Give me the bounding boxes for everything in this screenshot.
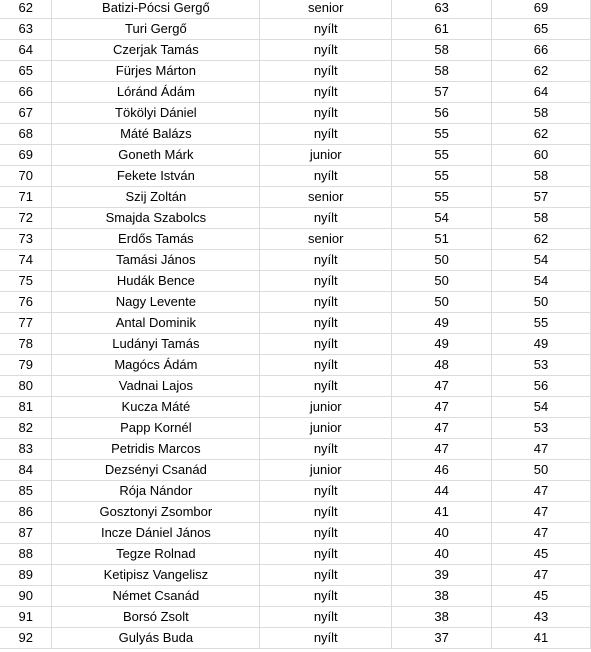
category-cell[interactable]: nyílt xyxy=(260,544,392,565)
name-cell[interactable]: Papp Kornél xyxy=(52,418,260,439)
score2-cell[interactable]: 43 xyxy=(492,607,591,628)
score1-cell[interactable]: 49 xyxy=(392,334,492,355)
name-cell[interactable]: Tegze Rolnad xyxy=(52,544,260,565)
score2-cell[interactable]: 58 xyxy=(492,208,591,229)
score1-cell[interactable]: 44 xyxy=(392,481,492,502)
rank-cell[interactable]: 65 xyxy=(0,61,52,82)
name-cell[interactable]: Smajda Szabolcs xyxy=(52,208,260,229)
table-row xyxy=(0,376,591,397)
rank-cell[interactable]: 87 xyxy=(0,523,52,544)
name-cell[interactable]: Petridis Marcos xyxy=(52,439,260,460)
score1-cell[interactable]: 51 xyxy=(392,229,492,250)
name-cell[interactable]: Batizi-Pócsi Gergő xyxy=(52,0,260,19)
category-cell[interactable]: nyílt xyxy=(260,124,392,145)
score1-cell[interactable]: 47 xyxy=(392,418,492,439)
category-cell[interactable]: nyílt xyxy=(260,376,392,397)
rank-cell[interactable]: 72 xyxy=(0,208,52,229)
score2-cell[interactable]: 58 xyxy=(492,166,591,187)
score1-cell[interactable]: 55 xyxy=(392,187,492,208)
score2-cell[interactable]: 49 xyxy=(492,334,591,355)
category-cell[interactable]: junior xyxy=(260,145,392,166)
rank-cell[interactable]: 73 xyxy=(0,229,52,250)
score1-cell[interactable]: 40 xyxy=(392,523,492,544)
name-cell[interactable]: Czerjak Tamás xyxy=(52,40,260,61)
rank-cell[interactable]: 66 xyxy=(0,82,52,103)
name-cell[interactable]: Szij Zoltán xyxy=(52,187,260,208)
name-cell[interactable]: Turi Gergő xyxy=(52,19,260,40)
name-cell[interactable]: Fürjes Márton xyxy=(52,61,260,82)
category-cell[interactable]: junior xyxy=(260,397,392,418)
score2-cell[interactable]: 53 xyxy=(492,355,591,376)
name-cell[interactable]: Gosztonyi Zsombor xyxy=(52,502,260,523)
name-cell[interactable]: Goneth Márk xyxy=(52,145,260,166)
score1-cell[interactable]: 48 xyxy=(392,355,492,376)
table-row xyxy=(0,586,591,607)
score2-cell[interactable]: 65 xyxy=(492,19,591,40)
score2-cell[interactable]: 57 xyxy=(492,187,591,208)
category-cell[interactable]: nyílt xyxy=(260,481,392,502)
score2-cell[interactable]: 64 xyxy=(492,82,591,103)
score2-cell[interactable]: 54 xyxy=(492,271,591,292)
table-row xyxy=(0,481,591,502)
score2-cell[interactable]: 50 xyxy=(492,292,591,313)
name-cell[interactable]: Máté Balázs xyxy=(52,124,260,145)
score2-cell[interactable]: 54 xyxy=(492,250,591,271)
score1-cell[interactable]: 55 xyxy=(392,124,492,145)
table-row xyxy=(0,40,591,61)
score1-cell[interactable]: 50 xyxy=(392,271,492,292)
rank-cell[interactable]: 84 xyxy=(0,460,52,481)
score1-cell[interactable]: 54 xyxy=(392,208,492,229)
score1-cell[interactable]: 56 xyxy=(392,103,492,124)
category-cell[interactable]: nyílt xyxy=(260,166,392,187)
score1-cell[interactable]: 41 xyxy=(392,502,492,523)
table-row xyxy=(0,208,591,229)
name-cell[interactable]: Ludányi Tamás xyxy=(52,334,260,355)
rank-cell[interactable]: 86 xyxy=(0,502,52,523)
table-row xyxy=(0,544,591,565)
category-cell[interactable]: nyílt xyxy=(260,355,392,376)
score1-cell[interactable]: 58 xyxy=(392,61,492,82)
table-row xyxy=(0,292,591,313)
rank-cell[interactable]: 82 xyxy=(0,418,52,439)
table-row xyxy=(0,124,591,145)
score2-cell[interactable]: 53 xyxy=(492,418,591,439)
rank-cell[interactable]: 76 xyxy=(0,292,52,313)
rank-cell[interactable]: 64 xyxy=(0,40,52,61)
rank-cell[interactable]: 92 xyxy=(0,628,52,649)
name-cell[interactable]: Antal Dominik xyxy=(52,313,260,334)
table-row xyxy=(0,334,591,355)
name-cell[interactable]: Lóránd Ádám xyxy=(52,82,260,103)
score1-cell[interactable]: 38 xyxy=(392,607,492,628)
score1-cell[interactable]: 47 xyxy=(392,397,492,418)
table-row xyxy=(0,61,591,82)
name-cell[interactable]: Rója Nándor xyxy=(52,481,260,502)
score1-cell[interactable]: 38 xyxy=(392,586,492,607)
name-cell[interactable]: Nagy Levente xyxy=(52,292,260,313)
category-cell[interactable]: nyílt xyxy=(260,103,392,124)
score2-cell[interactable]: 47 xyxy=(492,502,591,523)
table-row xyxy=(0,271,591,292)
rank-cell[interactable]: 81 xyxy=(0,397,52,418)
name-cell[interactable]: Hudák Bence xyxy=(52,271,260,292)
score2-cell[interactable]: 41 xyxy=(492,628,591,649)
table-row xyxy=(0,313,591,334)
rank-cell[interactable]: 75 xyxy=(0,271,52,292)
category-cell[interactable]: nyílt xyxy=(260,439,392,460)
table-row xyxy=(0,565,591,586)
name-cell[interactable]: Tökölyi Dániel xyxy=(52,103,260,124)
score1-cell[interactable]: 46 xyxy=(392,460,492,481)
rank-cell[interactable]: 88 xyxy=(0,544,52,565)
score2-cell[interactable]: 62 xyxy=(492,61,591,82)
table-row xyxy=(0,418,591,439)
table-row xyxy=(0,250,591,271)
category-cell[interactable]: nyílt xyxy=(260,61,392,82)
rank-cell[interactable]: 80 xyxy=(0,376,52,397)
score1-cell[interactable]: 49 xyxy=(392,313,492,334)
score2-cell[interactable]: 66 xyxy=(492,40,591,61)
table-row xyxy=(0,355,591,376)
rank-cell[interactable]: 69 xyxy=(0,145,52,166)
table-row xyxy=(0,607,591,628)
table-row xyxy=(0,166,591,187)
score1-cell[interactable]: 58 xyxy=(392,40,492,61)
table-row xyxy=(0,145,591,166)
table-row xyxy=(0,460,591,481)
score1-cell[interactable]: 63 xyxy=(392,0,492,19)
score1-cell[interactable]: 40 xyxy=(392,544,492,565)
score2-cell[interactable]: 58 xyxy=(492,103,591,124)
name-cell[interactable]: Német Csanád xyxy=(52,586,260,607)
table-row xyxy=(0,82,591,103)
category-cell[interactable]: nyílt xyxy=(260,565,392,586)
score1-cell[interactable]: 50 xyxy=(392,292,492,313)
category-cell[interactable]: senior xyxy=(260,187,392,208)
category-cell[interactable]: senior xyxy=(260,0,392,19)
score2-cell[interactable]: 55 xyxy=(492,313,591,334)
category-cell[interactable]: nyílt xyxy=(260,523,392,544)
category-cell[interactable]: nyílt xyxy=(260,586,392,607)
category-cell[interactable]: nyílt xyxy=(260,292,392,313)
score2-cell[interactable]: 45 xyxy=(492,544,591,565)
category-cell[interactable]: junior xyxy=(260,418,392,439)
rank-cell[interactable]: 68 xyxy=(0,124,52,145)
rank-cell[interactable]: 70 xyxy=(0,166,52,187)
name-cell[interactable]: Erdős Tamás xyxy=(52,229,260,250)
score2-cell[interactable]: 45 xyxy=(492,586,591,607)
table-row xyxy=(0,187,591,208)
table-row xyxy=(0,397,591,418)
name-cell[interactable]: Ketipisz Vangelisz xyxy=(52,565,260,586)
category-cell[interactable]: nyílt xyxy=(260,628,392,649)
score1-cell[interactable]: 47 xyxy=(392,376,492,397)
score2-cell[interactable]: 50 xyxy=(492,460,591,481)
name-cell[interactable]: Tamási János xyxy=(52,250,260,271)
table-row xyxy=(0,19,591,40)
rank-cell[interactable]: 74 xyxy=(0,250,52,271)
name-cell[interactable]: Incze Dániel János xyxy=(52,523,260,544)
rank-cell[interactable]: 83 xyxy=(0,439,52,460)
table-row xyxy=(0,523,591,544)
category-cell[interactable]: nyílt xyxy=(260,607,392,628)
score2-cell[interactable]: 47 xyxy=(492,439,591,460)
rank-cell[interactable]: 78 xyxy=(0,334,52,355)
name-cell[interactable]: Gulyás Buda xyxy=(52,628,260,649)
name-cell[interactable]: Kucza Máté xyxy=(52,397,260,418)
score1-cell[interactable]: 37 xyxy=(392,628,492,649)
rank-cell[interactable]: 91 xyxy=(0,607,52,628)
score2-cell[interactable]: 56 xyxy=(492,376,591,397)
score1-cell[interactable]: 39 xyxy=(392,565,492,586)
rank-cell[interactable]: 79 xyxy=(0,355,52,376)
rank-cell[interactable]: 90 xyxy=(0,586,52,607)
table-row xyxy=(0,103,591,124)
name-cell[interactable]: Borsó Zsolt xyxy=(52,607,260,628)
score2-cell[interactable]: 69 xyxy=(492,0,591,19)
rank-cell[interactable]: 62 xyxy=(0,0,52,19)
score1-cell[interactable]: 61 xyxy=(392,19,492,40)
rank-cell[interactable]: 71 xyxy=(0,187,52,208)
rank-cell[interactable]: 89 xyxy=(0,565,52,586)
score2-cell[interactable]: 62 xyxy=(492,124,591,145)
category-cell[interactable]: nyílt xyxy=(260,271,392,292)
score1-cell[interactable]: 55 xyxy=(392,145,492,166)
rank-cell[interactable]: 77 xyxy=(0,313,52,334)
score2-cell[interactable]: 60 xyxy=(492,145,591,166)
score1-cell[interactable]: 47 xyxy=(392,439,492,460)
score2-cell[interactable]: 47 xyxy=(492,523,591,544)
table-row xyxy=(0,439,591,460)
category-cell[interactable]: nyílt xyxy=(260,313,392,334)
category-cell[interactable]: nyílt xyxy=(260,250,392,271)
rank-cell[interactable]: 85 xyxy=(0,481,52,502)
category-cell[interactable]: senior xyxy=(260,229,392,250)
category-cell[interactable]: nyílt xyxy=(260,208,392,229)
category-cell[interactable]: nyílt xyxy=(260,19,392,40)
name-cell[interactable]: Magócs Ádám xyxy=(52,355,260,376)
score2-cell[interactable]: 47 xyxy=(492,565,591,586)
name-cell[interactable]: Fekete István xyxy=(52,166,260,187)
category-cell[interactable]: junior xyxy=(260,460,392,481)
score1-cell[interactable]: 57 xyxy=(392,82,492,103)
category-cell[interactable]: nyílt xyxy=(260,40,392,61)
rank-cell[interactable]: 67 xyxy=(0,103,52,124)
score2-cell[interactable]: 62 xyxy=(492,229,591,250)
category-cell[interactable]: nyílt xyxy=(260,502,392,523)
category-cell[interactable]: nyílt xyxy=(260,82,392,103)
table-row xyxy=(0,628,591,649)
table-row xyxy=(0,0,591,19)
category-cell[interactable]: nyílt xyxy=(260,334,392,355)
name-cell[interactable]: Dezsényi Csanád xyxy=(52,460,260,481)
score1-cell[interactable]: 55 xyxy=(392,166,492,187)
score2-cell[interactable]: 47 xyxy=(492,481,591,502)
table-row xyxy=(0,229,591,250)
score1-cell[interactable]: 50 xyxy=(392,250,492,271)
score2-cell[interactable]: 54 xyxy=(492,397,591,418)
name-cell[interactable]: Vadnai Lajos xyxy=(52,376,260,397)
table-row xyxy=(0,502,591,523)
rank-cell[interactable]: 63 xyxy=(0,19,52,40)
